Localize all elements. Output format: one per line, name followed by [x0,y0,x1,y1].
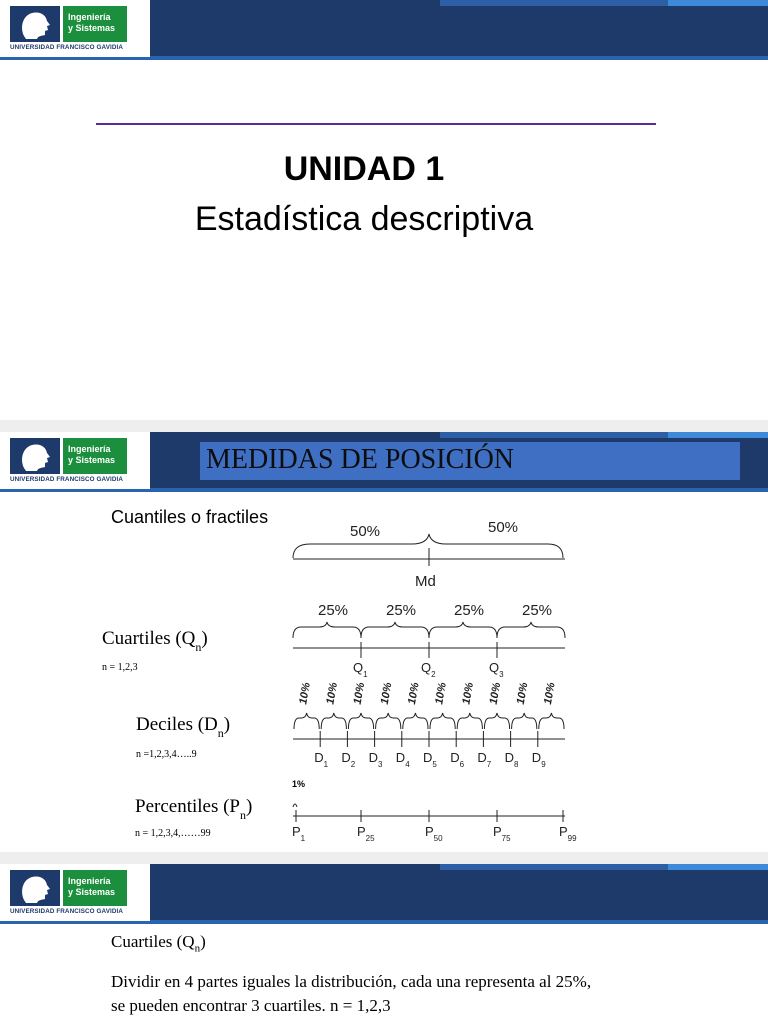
decile-brace-10 [539,713,564,729]
median-label: Md [415,573,436,590]
decile-label-8: $D_8$ [504,750,519,769]
decile-label-4: $D_4$ [395,750,410,769]
decile-brace-5 [403,713,428,729]
decile-brace-9 [512,713,537,729]
decile-brace-7 [457,713,482,729]
slide-measures-of-position [0,432,768,852]
university-name: UNIVERSIDAD FRANCISCO GAVIDIA [10,476,123,483]
percentile-label-2: $P_{25}$ [357,824,375,843]
decile-pct-4: 10% [378,681,395,706]
decile-label-3: $D_3$ [368,750,383,769]
decile-label-7: $D_7$ [477,750,492,769]
decile-pct-10: 10% [542,681,558,706]
university-logo [0,864,150,921]
head-emblem-icon [10,870,60,906]
percentiles-range: n = 1,2,3,4,……99 [135,828,211,839]
decile-brace-2 [321,713,346,729]
quartile-label-1: $Q_1$ [353,660,368,679]
decile-pct-5: 10% [406,681,422,706]
percentile-brace [293,804,297,807]
median-pct-left: 50% [350,523,381,540]
quartiles-label: Cuartiles $(Q_n)$ [102,628,208,654]
quartiles-description: Dividir en 4 partes iguales la distribución, cada una representa al 25%, se pueden encontrar 3 cuartiles. n = 1,2,3 [111,972,592,1015]
quartile-brace-1 [293,622,361,638]
quartiles-heading: Cuartiles $(Q_n)$ [111,932,206,955]
decile-brace-1 [294,713,319,729]
decile-brace-3 [348,713,373,729]
decile-pct-2: 10% [324,681,341,706]
quartile-pct-1: 25% [318,602,349,619]
percentiles-label: Percentiles $(P_n)$ [135,796,253,822]
decile-pct-1: 10% [297,681,313,706]
faculty-badge: Ingeniería y Sistemas [63,438,127,474]
faculty-badge: Ingeniería y Sistemas [63,870,127,906]
percentile-label-1: $P_1$ [292,824,306,843]
percentile-label-4: $P_{75}$ [493,824,511,843]
quartile-pct-2: 25% [386,602,417,619]
decile-label-6: $D_6$ [450,750,465,769]
percentile-label-5: $P_{99}$ [559,824,577,843]
decile-label-5: $D_5$ [423,750,437,769]
quartile-pct-4: 25% [522,602,553,619]
percentile-label-3: $P_{50}$ [425,824,443,843]
median-brace [293,534,563,558]
decile-pct-3: 10% [351,681,368,706]
decile-pct-9: 10% [514,681,531,706]
unit-subtitle: Estadística descriptiva [194,200,534,238]
decile-brace-8 [484,713,509,729]
slide-quartiles [0,864,768,1024]
deciles-label: Deciles $(D_n)$ [136,714,231,740]
decile-brace-6 [430,713,455,729]
university-logo [0,0,150,57]
faculty-badge: Ingeniería y Sistemas [63,6,127,42]
quartile-label-2: $Q_2$ [421,660,436,679]
slide-title: MEDIDAS DE POSICIÓN [206,444,515,475]
decile-pct-8: 10% [487,681,504,706]
decile-pct-6: 10% [433,681,449,706]
quartile-pct-3: 25% [454,602,485,619]
head-emblem-icon [10,6,60,42]
decile-brace-4 [376,713,401,729]
quartile-brace-3 [429,622,497,638]
quartiles-range: n = 1,2,3 [102,662,138,673]
quartile-brace-2 [361,622,429,638]
decile-label-1: $D_1$ [314,750,329,769]
title-divider [96,123,656,125]
decile-pct-7: 10% [460,681,477,706]
unit-title: UNIDAD 1 [283,150,445,188]
percentile-pct: 1% [292,779,306,789]
median-pct-right: 50% [488,519,519,536]
quantiles-diagram [0,432,768,852]
quartile-label-3: $Q_3$ [489,660,504,679]
diagram-heading: Cuantiles o fractiles [111,507,269,527]
slide-title [0,0,768,420]
decile-label-9: $D_9$ [531,750,546,769]
university-name: UNIVERSIDAD FRANCISCO GAVIDIA [10,44,123,51]
university-name: UNIVERSIDAD FRANCISCO GAVIDIA [10,908,123,915]
deciles-range: n =1,2,3,4…..9 [136,749,197,760]
decile-label-2: $D_2$ [341,750,356,769]
quartile-brace-4 [497,622,565,638]
